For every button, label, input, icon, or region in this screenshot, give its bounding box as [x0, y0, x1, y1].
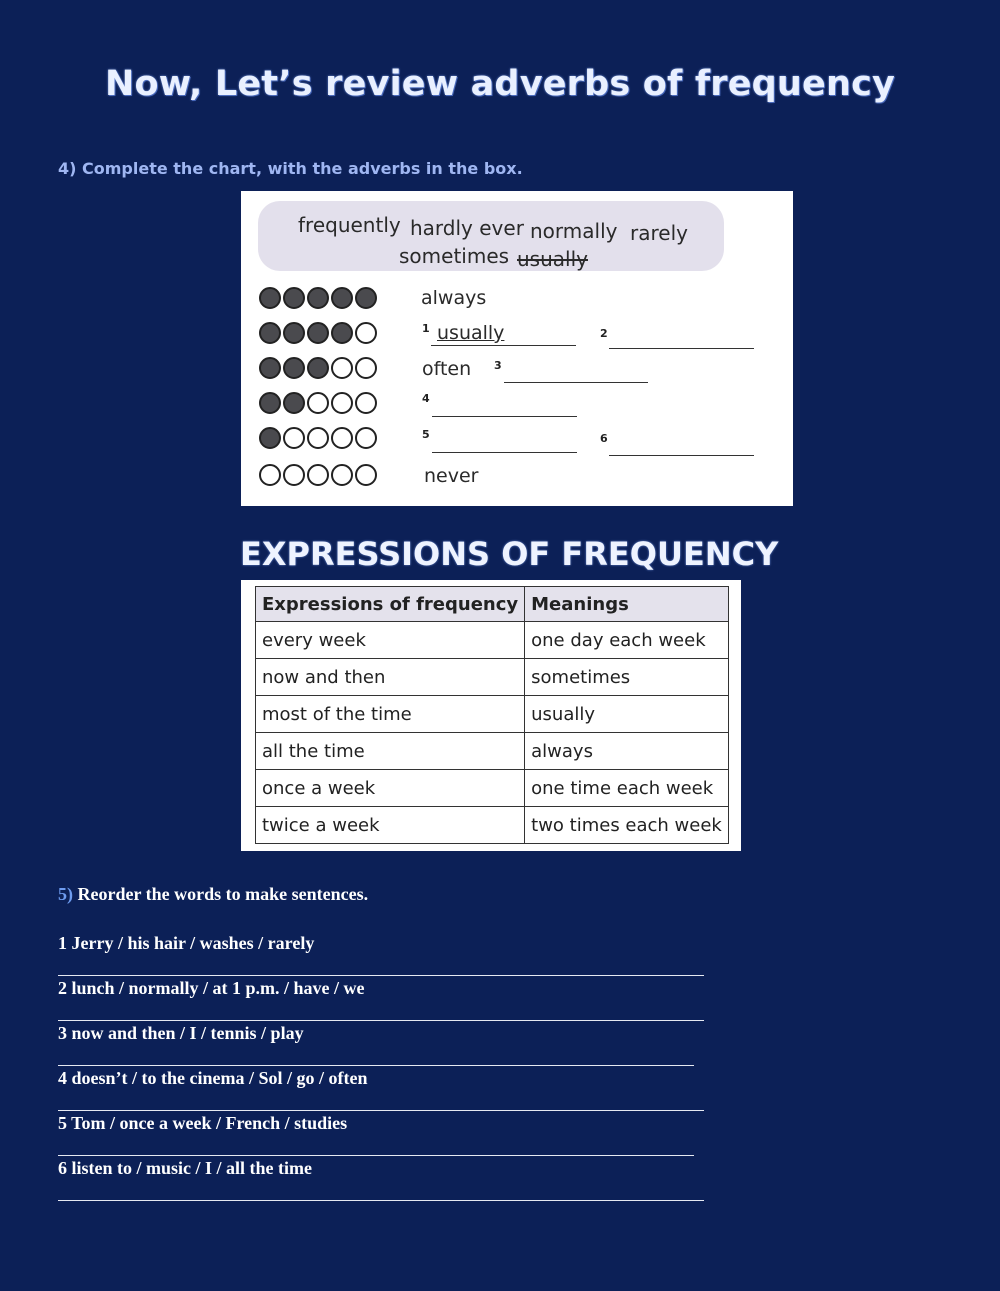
meaning-cell: one day each week	[525, 622, 729, 659]
sentence-prompt-6: 6 listen to / music / I / all the time	[58, 1158, 312, 1178]
answer-line-6[interactable]	[609, 455, 754, 456]
blank-number-5: 5	[422, 428, 430, 441]
expressions-heading: EXPRESSIONS OF FREQUENCY	[240, 535, 779, 573]
sentence-prompt-1: 1 Jerry / his hair / washes / rarely	[58, 933, 315, 953]
label-never: never	[424, 465, 479, 487]
dots-row-2	[259, 322, 377, 346]
table-row	[256, 770, 729, 807]
filled-dot	[283, 322, 305, 344]
answer-line-3[interactable]	[504, 382, 648, 383]
answer-line-sentence-1[interactable]	[58, 975, 704, 976]
frequency-chart	[241, 191, 793, 506]
filled-dot	[331, 287, 353, 309]
empty-dot	[355, 464, 377, 486]
answer-line-1[interactable]	[431, 345, 576, 346]
answer-1: usually	[437, 322, 505, 344]
filled-dot	[307, 322, 329, 344]
meaning-cell: two times each week	[525, 807, 729, 844]
empty-dot	[331, 357, 353, 379]
sentence-prompt-5: 5 Tom / once a week / French / studies	[58, 1113, 348, 1133]
exercise-4-instruction: 4) Complete the chart, with the adverbs in the box.	[58, 159, 523, 178]
answer-line-sentence-4[interactable]	[58, 1110, 704, 1111]
empty-dot	[355, 322, 377, 344]
empty-dot	[307, 464, 329, 486]
word-normally: normally	[530, 219, 618, 243]
header-expressions: Expressions of frequency	[256, 587, 525, 622]
exercise-5-instruction	[58, 884, 368, 905]
expressions-table-panel	[241, 580, 741, 851]
filled-dot	[259, 322, 281, 344]
expression-cell: twice a week	[256, 807, 525, 844]
table-row	[256, 659, 729, 696]
answer-line-sentence-6[interactable]	[58, 1200, 704, 1201]
header-meanings: Meanings	[525, 587, 729, 622]
empty-dot	[331, 392, 353, 414]
expression-cell: most of the time	[256, 696, 525, 733]
word-rarely: rarely	[630, 221, 688, 245]
filled-dot	[259, 392, 281, 414]
label-often: often	[422, 358, 472, 380]
word-box	[258, 201, 724, 271]
meaning-cell: always	[525, 733, 729, 770]
word-frequently: frequently	[298, 213, 401, 237]
empty-dot	[355, 392, 377, 414]
blank-number-1: 1	[422, 322, 430, 335]
filled-dot	[283, 287, 305, 309]
meaning-cell: usually	[525, 696, 729, 733]
meaning-cell: sometimes	[525, 659, 729, 696]
filled-dot	[283, 357, 305, 379]
filled-dot	[259, 287, 281, 309]
blank-number-6: 6	[600, 432, 608, 445]
filled-dot	[331, 322, 353, 344]
label-always: always	[421, 287, 487, 309]
table-row	[256, 733, 729, 770]
table-row	[256, 622, 729, 659]
empty-dot	[331, 464, 353, 486]
expressions-table	[255, 586, 729, 844]
empty-dot	[259, 464, 281, 486]
meaning-cell: one time each week	[525, 770, 729, 807]
empty-dot	[283, 427, 305, 449]
expression-cell: every week	[256, 622, 525, 659]
filled-dot	[355, 287, 377, 309]
filled-dot	[307, 287, 329, 309]
sentence-prompt-3: 3 now and then / I / tennis / play	[58, 1023, 304, 1043]
empty-dot	[355, 427, 377, 449]
answer-line-sentence-5[interactable]	[58, 1155, 694, 1156]
answer-line-2[interactable]	[609, 348, 754, 349]
filled-dot	[259, 357, 281, 379]
word-sometimes: sometimes	[399, 244, 510, 268]
dots-row-4	[259, 392, 377, 416]
page-title: Now, Let’s review adverbs of frequency	[104, 64, 896, 104]
table-row	[256, 696, 729, 733]
empty-dot	[283, 464, 305, 486]
filled-dot	[259, 427, 281, 449]
blank-number-2: 2	[600, 327, 608, 340]
table-header-row	[256, 587, 729, 622]
answer-line-4[interactable]	[432, 416, 577, 417]
empty-dot	[331, 427, 353, 449]
expression-cell: now and then	[256, 659, 525, 696]
sentence-prompt-2: 2 lunch / normally / at 1 p.m. / have / we	[58, 978, 365, 998]
empty-dot	[355, 357, 377, 379]
word-usually-crossed: usually	[517, 247, 588, 271]
filled-dot	[307, 357, 329, 379]
dots-row-always	[259, 287, 377, 311]
exercise-5-text: Reorder the words to make sentences.	[77, 884, 369, 904]
word-hardly-ever: hardly ever	[410, 216, 524, 240]
empty-dot	[307, 427, 329, 449]
dots-row-often	[259, 357, 377, 381]
blank-number-4: 4	[422, 392, 430, 405]
blank-number-3: 3	[494, 359, 502, 372]
exercise-5-number: 5)	[58, 884, 73, 904]
sentence-prompt-4: 4 doesn’t / to the cinema / Sol / go / often	[58, 1068, 368, 1088]
answer-line-sentence-3[interactable]	[58, 1065, 694, 1066]
expression-cell: all the time	[256, 733, 525, 770]
empty-dot	[307, 392, 329, 414]
dots-row-5	[259, 427, 377, 451]
dots-row-never	[259, 464, 377, 488]
answer-line-sentence-2[interactable]	[58, 1020, 704, 1021]
table-row	[256, 807, 729, 844]
filled-dot	[283, 392, 305, 414]
answer-line-5[interactable]	[432, 452, 577, 453]
expression-cell: once a week	[256, 770, 525, 807]
